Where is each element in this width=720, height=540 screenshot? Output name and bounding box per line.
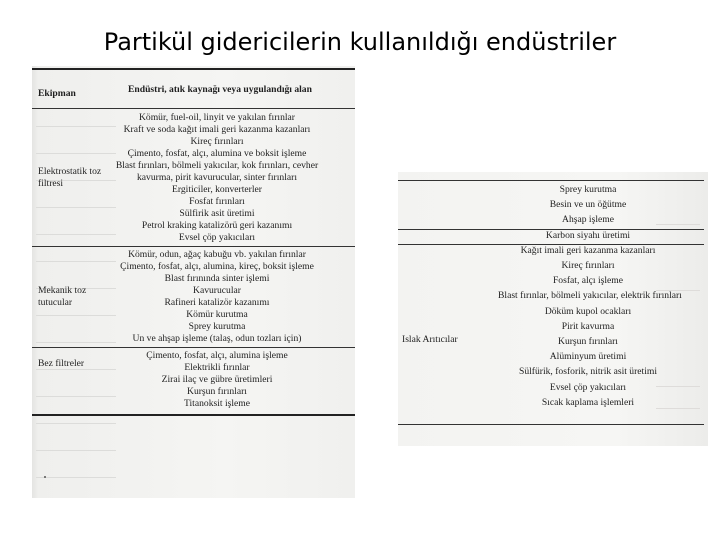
usage-cell: Kömür kurutma (186, 309, 248, 320)
usage-cell: Un ve ahşap işleme (talaş, odun tozları için) (132, 333, 302, 344)
scan-shadow (36, 153, 116, 155)
scan-shadow (36, 342, 116, 344)
usage-cell: Kraft ve soda kağıt imali geri kazanma kazanları (123, 124, 311, 135)
usage-cell: Sprey kurutma (559, 184, 617, 195)
category-label: Elektrostatik toz filtresi (38, 166, 102, 189)
usage-cell: Blast fırınları, bölmeli yakıcılar, kok fırınları, cevher (115, 160, 319, 171)
usage-cell: Döküm kupol ocakları (544, 305, 632, 317)
category-label: Islak Arıtıcılar (402, 334, 458, 345)
usage-cell: Sülfirik asit üretimi (179, 208, 255, 219)
usage-cell: Kurşun fırınları (187, 386, 247, 397)
scan-shadow (36, 450, 116, 452)
usage-cell: Ahşap işleme (562, 214, 614, 226)
usage-cell: Kireç fırınları (561, 260, 615, 271)
usage-cell: Blast fırınında sinter işlemi (164, 273, 270, 284)
scan-shadow (36, 234, 116, 236)
scan-shadow (36, 126, 116, 128)
usage-cell: Pirit kavurma (561, 320, 615, 332)
usage-cell: Petrol kraking katalizörü geri kazanımı (141, 220, 293, 231)
usage-cell: Sülfürik, fosforik, nitrik asit üretimi (518, 366, 658, 378)
usage-cell: Çimento, fosfat, alçı, alumina işleme (146, 350, 288, 361)
category-label: Mekanik toz tutucular (38, 285, 87, 308)
usage-cell: Kağıt imali geri kazanma kazanları (520, 244, 656, 256)
usage-cell: Kömür, fuel-oil, linyit ve yakılan fırınlar (138, 112, 295, 123)
header-equipment: Ekipman (38, 88, 76, 99)
usage-cell: Sprey kurutma (188, 321, 246, 332)
table-rule (32, 246, 355, 247)
scan-shadow (36, 261, 116, 263)
table-rule (32, 108, 355, 109)
usage-cell: Fosfat fırınları (189, 196, 245, 207)
category-label: Bez filtreler (38, 358, 85, 369)
table-rule (398, 180, 704, 181)
scan-speck (44, 476, 46, 478)
usage-cell: kavurma, pirit kavurucular, sinter fırınları (137, 172, 297, 183)
usage-cell: Sıcak kaplama işlemleri (541, 396, 635, 408)
scan-shadow (36, 477, 116, 479)
usage-cell: Kömür, odun, ağaç kabuğu vb. yakılan fırınlar (128, 249, 306, 260)
usage-cell: Ergiticiler, konverterler (171, 184, 262, 195)
page-title: Partikül gidericilerin kullanıldığı endüstriler (103, 28, 617, 56)
usage-cell: Evsel çöp yakıcıları (178, 232, 256, 243)
table-rule (398, 424, 704, 425)
scan-shadow (36, 315, 116, 317)
usage-cell: Kurşun fırınları (558, 336, 618, 347)
usage-cell: Fosfat, alçı işleme (552, 275, 624, 287)
usage-cell: Titanoksit işleme (183, 398, 250, 409)
usage-cell: Karbon siyahı üretimi (545, 229, 631, 241)
usage-cell: Zirai ilaç ve gübre üretimleri (161, 374, 273, 385)
scan-shadow (36, 423, 116, 425)
scan-shadow (656, 408, 700, 410)
scan-shadow (656, 290, 700, 292)
table-rule (32, 347, 355, 348)
usage-cell: Besin ve un öğütme (549, 199, 627, 211)
usage-cell: Kireç fırınları (190, 136, 244, 147)
usage-cell: Çimento, fosfat, alçı, alumina ve boksit işleme (127, 148, 307, 159)
scan-shadow (36, 396, 116, 398)
usage-cell: Rafineri katalizör kazanımı (164, 297, 270, 308)
usage-cell: Çimento, fosfat, alçı, alumina, kireç, boksit işleme (120, 261, 314, 272)
usage-cell: Elektrikli fırınlar (184, 362, 250, 373)
usage-cell: Blast fırınlar, bölmeli yakıcılar, elektrik fırınları (498, 290, 682, 302)
scan-shadow (656, 386, 700, 388)
left-table-scan (32, 66, 355, 498)
header-usage: Endüstri, atık kaynağı veya uygulandığı alan (128, 84, 312, 95)
scan-shadow (656, 224, 700, 226)
table-rule (32, 414, 355, 416)
usage-cell: Alüminyum üretimi (549, 351, 627, 363)
table-rule (32, 68, 355, 70)
usage-cell: Evsel çöp yakıcıları (549, 381, 627, 393)
right-table-scan (398, 172, 708, 446)
usage-cell: Kavurucular (193, 285, 241, 296)
scan-shadow (36, 207, 116, 209)
